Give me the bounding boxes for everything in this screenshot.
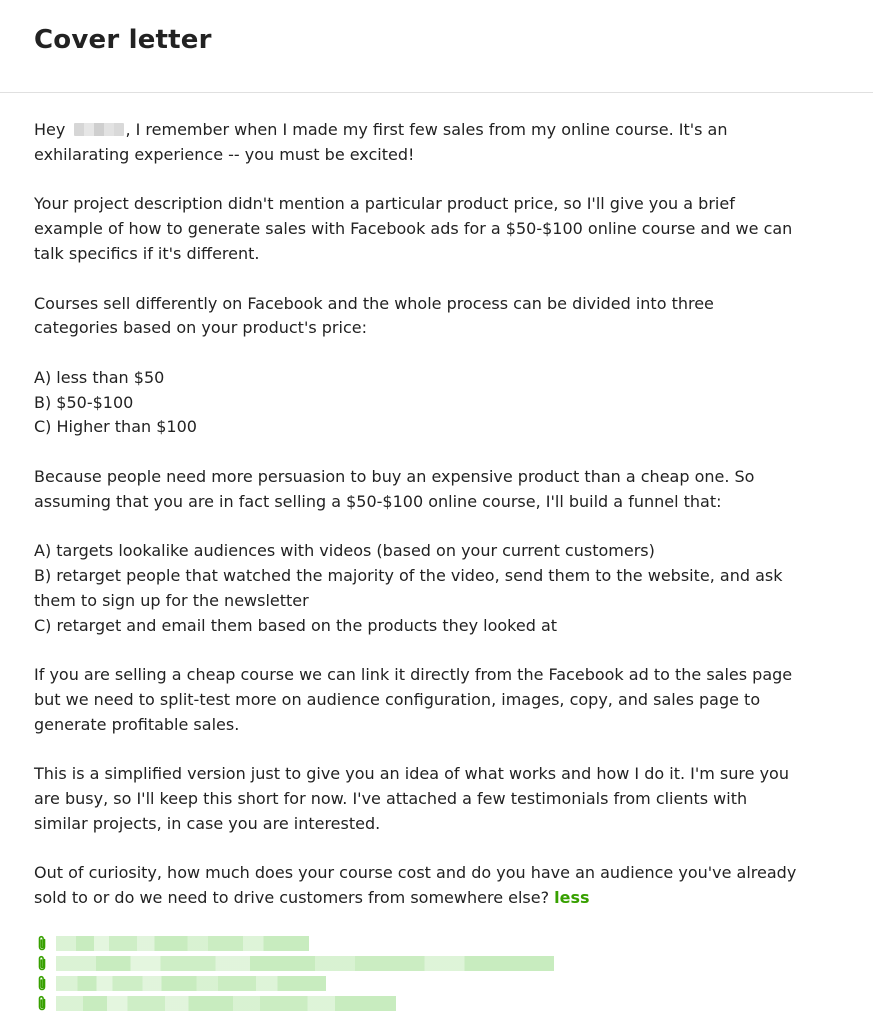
paperclip-icon bbox=[36, 995, 48, 1012]
paperclip-icon bbox=[36, 955, 48, 972]
list-item: C) Higher than $100 bbox=[34, 417, 197, 437]
letter-line: categories based on your product's price: bbox=[34, 318, 367, 338]
funnel-steps-list bbox=[34, 539, 844, 638]
attachment-filename-redacted[interactable] bbox=[56, 996, 396, 1011]
letter-line: are busy, so I'll keep this short for now. I've attached a few testimonials from clients with bbox=[34, 789, 748, 809]
letter-line: generate profitable sales. bbox=[34, 714, 240, 734]
attachment-item[interactable] bbox=[36, 995, 636, 1012]
letter-line bbox=[34, 886, 844, 911]
letter-line: example of how to generate sales with Facebook ads for a $50-$100 online course and we can bbox=[34, 219, 793, 239]
letter-text: , I remember when I made my first few sales from my online course. It's an bbox=[125, 120, 728, 139]
attachments-list bbox=[36, 935, 636, 1015]
letter-line: Courses sell differently on Facebook and the whole process can be divided into three bbox=[34, 293, 714, 313]
list-item: them to sign up for the newsletter bbox=[34, 590, 309, 610]
letter-line: assuming that you are in fact selling a $50-$100 online course, I'll build a funnel that: bbox=[34, 491, 722, 511]
letter-paragraph bbox=[34, 762, 844, 836]
attachment-filename-redacted[interactable] bbox=[56, 976, 326, 991]
letter-text: sold to or do we need to drive customers from somewhere else? bbox=[34, 888, 555, 908]
letter-line: Your project description didn't mention a particular product price, so I'll give you a brief bbox=[34, 194, 735, 214]
greeting-text: Hey bbox=[34, 120, 71, 139]
attachment-filename-redacted[interactable] bbox=[56, 956, 554, 971]
list-item: B) $50-$100 bbox=[34, 392, 134, 412]
letter-line bbox=[34, 118, 844, 143]
paperclip-icon bbox=[36, 975, 48, 992]
letter-paragraph bbox=[34, 118, 844, 167]
page-header bbox=[0, 0, 873, 93]
cover-letter-body bbox=[34, 118, 844, 936]
attachment-item[interactable] bbox=[36, 975, 636, 992]
letter-paragraph bbox=[34, 861, 844, 910]
list-item: A) targets lookalike audiences with videos (based on your current customers) bbox=[34, 541, 655, 561]
letter-line: This is a simplified version just to give you an idea of what works and how I do it. I'm sure you bbox=[34, 764, 789, 784]
letter-line: Out of curiosity, how much does your course cost and do you have an audience you've already bbox=[34, 863, 797, 883]
letter-paragraph bbox=[34, 663, 844, 737]
letter-paragraph bbox=[34, 192, 844, 266]
letter-line: Because people need more persuasion to buy an expensive product than a cheap one. So bbox=[34, 467, 755, 487]
price-category-list bbox=[34, 366, 844, 440]
attachment-item[interactable] bbox=[36, 955, 636, 972]
letter-paragraph bbox=[34, 292, 844, 341]
letter-line: similar projects, in case you are interested. bbox=[34, 813, 381, 833]
list-item: C) retarget and email them based on the products they looked at bbox=[34, 615, 558, 635]
list-item: A) less than $50 bbox=[34, 367, 165, 387]
list-item: B) retarget people that watched the majority of the video, send them to the website, and ask bbox=[34, 566, 783, 586]
letter-line: If you are selling a cheap course we can link it directly from the Facebook ad to the sales page bbox=[34, 665, 793, 685]
page-title: Cover letter bbox=[34, 25, 212, 55]
show-less-link[interactable]: less bbox=[554, 888, 590, 908]
letter-paragraph bbox=[34, 465, 844, 514]
letter-line: talk specifics if it's different. bbox=[34, 243, 260, 263]
attachment-filename-redacted[interactable] bbox=[56, 936, 309, 951]
letter-line: exhilarating experience -- you must be excited! bbox=[34, 144, 415, 164]
letter-line: but we need to split-test more on audience configuration, images, copy, and sales page to bbox=[34, 689, 761, 709]
paperclip-icon bbox=[36, 935, 48, 952]
attachment-item[interactable] bbox=[36, 935, 636, 952]
redacted-client-name bbox=[74, 123, 124, 136]
